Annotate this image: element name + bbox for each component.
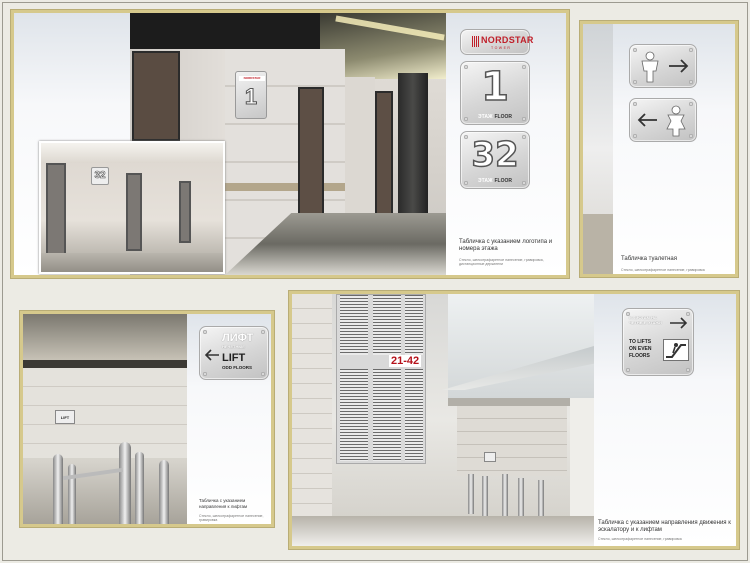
tenant-directory <box>336 294 426 464</box>
female-toilet-sign <box>629 98 697 142</box>
floor-label: ЭТАЖ FLOOR <box>478 178 512 184</box>
arrow-left-icon <box>204 349 220 361</box>
elevator-door <box>375 91 393 221</box>
panel-caption: Табличка с указанием логотипа и номера этажа <box>459 239 553 252</box>
panel-escalator-lift-sign <box>289 291 739 549</box>
turnstile <box>119 442 131 524</box>
sign-ru-sub: НЕЧЕТНЫЕ <box>222 344 245 349</box>
panel-caption-details: Стекло, шелкотрафаретное нанесение, гравировка <box>199 514 264 522</box>
sign-en-sub: ODD FLOORS <box>222 365 252 370</box>
sign-ru: К ЛИФТАМ НА ЧЕТНЫЕ ЭТАЖИ <box>629 315 662 325</box>
floors-range: 21-42 <box>391 355 420 367</box>
arrow-right-icon <box>668 59 690 73</box>
panel-floor-sign <box>11 10 569 278</box>
lift-odd-floors-sign <box>199 326 269 380</box>
elevator-door <box>132 51 180 141</box>
floor-sign-1 <box>460 61 530 125</box>
logo-sub: TOWER <box>491 46 512 50</box>
turnstile <box>468 474 474 514</box>
logo-brand: NORDSTAR <box>481 35 534 45</box>
sign-ru: ЛИФТ <box>222 332 254 344</box>
elevator-door <box>126 173 142 251</box>
panel-toilet-sign <box>580 21 738 277</box>
turnstile <box>482 476 488 516</box>
panel-caption: Табличка с указанием направления движения к эскалатору и к лифтам <box>598 520 731 533</box>
corridor-photo <box>583 24 613 274</box>
sign-en-line3: FLOORS <box>629 353 650 359</box>
floor-number: 1 <box>481 64 509 110</box>
male-toilet-sign <box>629 44 697 88</box>
floor-label: ЭТАЖ FLOOR <box>478 114 512 120</box>
turnstile <box>135 452 144 524</box>
turnstile-photo <box>23 314 187 524</box>
corridor-inset-photo <box>39 141 225 274</box>
atrium-floor <box>292 516 594 546</box>
inset-wall-sign: 32 <box>91 167 109 185</box>
turnstile <box>159 460 169 524</box>
elevator-door <box>46 163 66 261</box>
wall-sign-number: 1 <box>244 84 258 109</box>
turnstile <box>538 480 544 516</box>
turnstile <box>502 474 508 516</box>
floor-number: 32 <box>471 135 519 175</box>
arrow-right-icon <box>669 317 689 329</box>
turnstile <box>53 454 63 524</box>
floor-sign-32 <box>460 131 530 189</box>
photo-lift-sign: LIFT <box>55 410 75 424</box>
male-figure-icon <box>638 51 662 83</box>
atrium-photo <box>292 294 594 546</box>
panel-caption-details: Стекло, шелкотрафаретное нанесение, гравировка, дистанционные держатели <box>459 258 544 266</box>
panel-caption: Табличка с указанием направления к лифтам <box>199 498 248 509</box>
wall-sign: NORDSTAR 1 <box>235 71 267 119</box>
small-wall-sign <box>484 452 496 462</box>
escalator-icon <box>663 339 689 361</box>
sign-en-line1: TO LIFTS <box>629 339 652 345</box>
logo-plate <box>460 29 534 55</box>
arrow-left-icon <box>636 113 658 127</box>
sign-en-line2: ON EVEN <box>629 346 652 352</box>
female-figure-icon <box>664 105 688 137</box>
even-floors-lift-sign <box>622 308 694 376</box>
sign-en: LIFT <box>222 352 246 364</box>
elevator-door <box>179 181 191 243</box>
panel-caption-details: Стекло, шелкотрафаретное нанесение, гравировка <box>621 268 705 272</box>
turnstile <box>68 464 76 524</box>
panel-caption: Табличка туалетная <box>621 256 678 262</box>
panel-caption-details: Стекло, шелкотрафаретное нанесение, гравировка <box>598 537 682 541</box>
turnstile <box>518 478 524 516</box>
panel-lift-direction-sign <box>20 311 274 527</box>
